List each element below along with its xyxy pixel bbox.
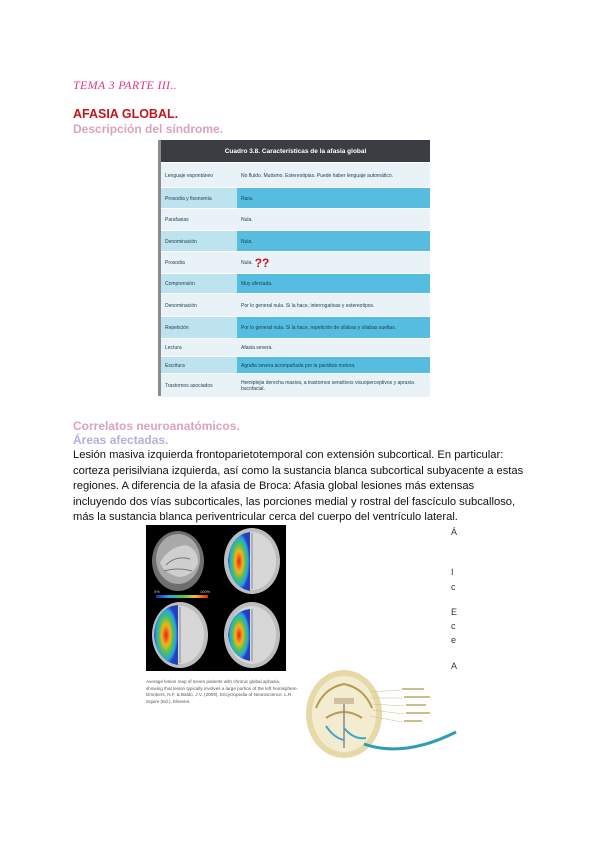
table-cell-value: Nula. (237, 231, 430, 252)
axial-view-1 (224, 528, 280, 594)
table-cell-key: Comprensión (161, 274, 237, 294)
table-cell-value: Nula. (237, 209, 430, 231)
table-cell-value (237, 252, 430, 274)
table-cell-value: Por lo general nula. Si la hace, repetición de sílabas y sílabas sueltas. (237, 317, 430, 339)
table-cell-key: Denominación (161, 231, 237, 252)
table-cell-value: No fluido. Mutismo. Estereotipias. Puede haber lenguaje automático. (237, 163, 430, 188)
table-row (161, 316, 430, 339)
table-cell-key: Repetición (161, 317, 237, 339)
figure-caption: Average lesion map of seven patients with chronic global aphasia, showing that lesion typically involves a large portion of the left hemisphere. Dronkers, N.F. & Baldo, J.V. (2009). Encyclopedia of Neuroscience. L.R. Squire (Ed.), Elsevier. (146, 679, 298, 704)
brain-lesion-map (146, 525, 286, 671)
paragraph-line: regiones. A diferencia de la afasia de Broca: Afasia global lesiones más extensas (73, 480, 475, 493)
table-cell-text: Nula. (241, 260, 253, 266)
coronal-brain-drawing (304, 668, 460, 760)
table-cell-key: Lectura (161, 339, 237, 357)
brain-lesion-figure (146, 525, 286, 671)
side-fragment: c (451, 621, 456, 631)
table-cell-value: Por lo general nula. Si la hace, interrogativas y estereotipos. (237, 294, 430, 317)
axial-view-2 (152, 602, 208, 668)
table-cell-key: Prosodia (161, 252, 237, 274)
table-row (161, 273, 430, 294)
table-row (161, 356, 430, 374)
paragraph-line: corteza perisilviana izquierda, así como la sustancia blanca subcortical subyacente a estas (73, 464, 524, 477)
subtitle-descripcion: Descripción del síndrome. (73, 122, 224, 136)
side-fragment: Á (451, 527, 458, 537)
table-row (161, 162, 430, 188)
axial-view-3 (224, 602, 280, 668)
side-fragment: c (451, 582, 456, 592)
page-title: AFASIA GLOBAL. (73, 107, 179, 121)
table-cell-value: Rara. (237, 188, 430, 209)
table-row (161, 373, 430, 397)
table-row (161, 338, 430, 357)
sagittal-view (152, 531, 204, 591)
side-fragment: A (451, 661, 458, 671)
table-row (161, 187, 430, 209)
section-subtitle-areas: Áreas afectadas. (73, 433, 169, 447)
characteristics-table (161, 140, 430, 396)
side-fragment: E (451, 607, 458, 617)
table-cell-key: Trastornos asociados (161, 374, 237, 397)
side-fragment: e (451, 635, 457, 645)
coronal-illustration (304, 668, 460, 760)
side-fragment: I (451, 567, 454, 577)
paragraph-line: Lesión masiva izquierda frontoparietotemporal con extensión subcortical. En particular: (73, 449, 504, 461)
table-cell-key: Escritura (161, 357, 237, 374)
table-row (161, 208, 430, 231)
table-cell-key: Parafasias (161, 209, 237, 231)
scale-max-label: 100% (200, 589, 211, 594)
table-row (161, 251, 430, 274)
table-cell-value: Agrafia severa acompañada por la parálisis motora. (237, 357, 430, 374)
table-cell-value: Afasia severa. (237, 339, 430, 357)
paragraph-line: más la sustancia blanca periventricular cerca del cuerpo del ventrículo lateral. (73, 511, 458, 524)
table-caption: Cuadro 3.8. Características de la afasia global (161, 140, 430, 162)
color-scale-bar (156, 595, 208, 598)
table-cell-value: Muy afectada. (237, 274, 430, 294)
table-cell-key: Prosodia y fisonomía (161, 188, 237, 209)
table-row (161, 230, 430, 252)
section-title-correlatos: Correlatos neuroanatómicos. (73, 419, 240, 433)
table-cell-key: Lenguaje espontáneo (161, 163, 237, 188)
table-row (161, 293, 430, 317)
section-tema: TEMA 3 PARTE III.. (73, 78, 177, 92)
paragraph-line: incluyendo dos vías subcorticales, las porciones medial y rostral del fascículo subcalloso, (73, 495, 516, 508)
table-cell-value: Hemiplejia derecha masiva, a trastornos sensitivos visuoperceptivos y apraxia bucofacial. (237, 374, 430, 397)
table-cell-key: Denominación (161, 294, 237, 317)
question-annotation: ?? (254, 256, 270, 270)
body-paragraph (73, 448, 533, 526)
scale-min-label: 0% (154, 589, 160, 594)
